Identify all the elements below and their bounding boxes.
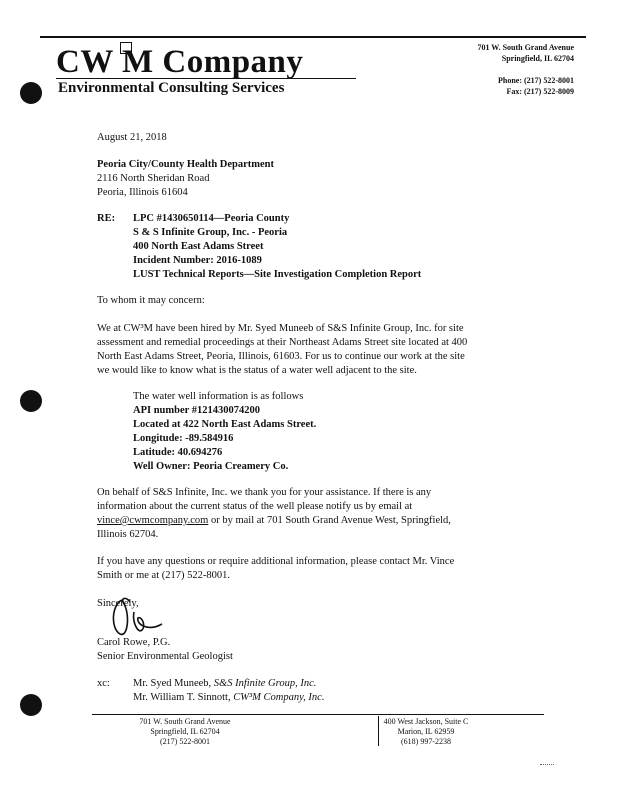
paragraph-line: If you have any questions or require additional information, please contact Mr. Vince — [97, 556, 455, 567]
well-info-line: Longitude: -89.584916 — [133, 433, 234, 444]
re-label: RE: — [97, 213, 116, 224]
well-info-line: Well Owner: Peoria Creamery Co. — [133, 461, 289, 472]
punch-hole-middle — [20, 390, 42, 412]
paragraph-line: North East Adams Street, Peoria, Illinois, 61603. For us to continue our work at the site — [97, 351, 465, 362]
company-subtitle: Environmental Consulting Services — [58, 80, 285, 96]
well-info-line: Latitude: 40.694276 — [133, 447, 223, 458]
paragraph-line: vince@cwmcompany.com or by mail at 701 South Grand Avenue West, Springfield, — [97, 515, 451, 526]
recipient-street: 2116 North Sheridan Road — [97, 173, 210, 184]
scan-mark — [540, 764, 554, 771]
letterhead-phone: Phone: (217) 522-8001 Fax: (217) 522-8009 — [498, 76, 574, 96]
re-line: LUST Technical Reports—Site Investigation Completion Report — [133, 269, 422, 280]
punch-hole-bottom — [20, 694, 42, 716]
punch-hole-top — [20, 82, 42, 104]
footer-left-address: 701 W. South Grand Avenue Springfield, IL 62704 (217) 522-8001 — [139, 717, 231, 746]
recipient-city: Peoria, Illinois 61604 — [97, 187, 188, 198]
footer-right-address: 400 West Jackson, Suite C Marion, IL 62959 (618) 997-2238 — [383, 717, 469, 746]
salutation: To whom it may concern: — [97, 295, 205, 306]
closing: Sincerely, — [97, 598, 139, 609]
signer-title: Senior Environmental Geologist — [97, 651, 233, 662]
cc-line: Mr. Syed Muneeb, S&S Infinite Group, Inc. — [133, 678, 317, 689]
company-logo-icon — [120, 42, 132, 54]
letterhead-address: 701 W. South Grand Avenue Springfield, IL 62704 — [477, 43, 574, 63]
re-line: S & S Infinite Group, Inc. - Peoria — [133, 227, 288, 238]
letterhead-rule — [56, 78, 356, 79]
re-line: 400 North East Adams Street — [133, 241, 264, 252]
footer-rule — [92, 714, 544, 715]
well-info-intro: The water well information is as follows — [133, 391, 304, 402]
paragraph-line: Illinois 62704. — [97, 529, 159, 540]
signer-name: Carol Rowe, P.G. — [97, 637, 171, 648]
re-line: Incident Number: 2016-1089 — [133, 255, 262, 266]
paragraph-line: information about the current status of the well please notify us by email at — [97, 501, 413, 512]
signature-icon — [108, 594, 168, 642]
letter-date: August 21, 2018 — [97, 132, 167, 143]
re-line: LPC #1430650114—Peoria County — [133, 213, 290, 224]
company-name: CW M Company — [56, 44, 304, 80]
paragraph-line: assessment and remedial proceedings at their Northeast Adams Street site located at 400 — [97, 337, 468, 348]
recipient-org: Peoria City/County Health Department — [97, 159, 275, 170]
paragraph-line: We at CW³M have been hired by Mr. Syed Muneeb of S&S Infinite Group, Inc. for site — [97, 323, 464, 334]
cc-label: xc: — [97, 678, 110, 689]
cc-line: Mr. William T. Sinnott, CW³M Company, Inc. — [133, 692, 325, 703]
paragraph-line: On behalf of S&S Infinite, Inc. we thank you for your assistance. If there is any — [97, 487, 432, 498]
email-link[interactable]: vince@cwmcompany.com — [97, 515, 209, 526]
paragraph-line: Smith or me at (217) 522-8001. — [97, 570, 230, 581]
paragraph-line: we would like to know what is the status of a water well adjacent to the site. — [97, 365, 417, 376]
well-info-line: Located at 422 North East Adams Street. — [133, 419, 317, 430]
well-info-line: API number #121430074200 — [133, 405, 260, 416]
